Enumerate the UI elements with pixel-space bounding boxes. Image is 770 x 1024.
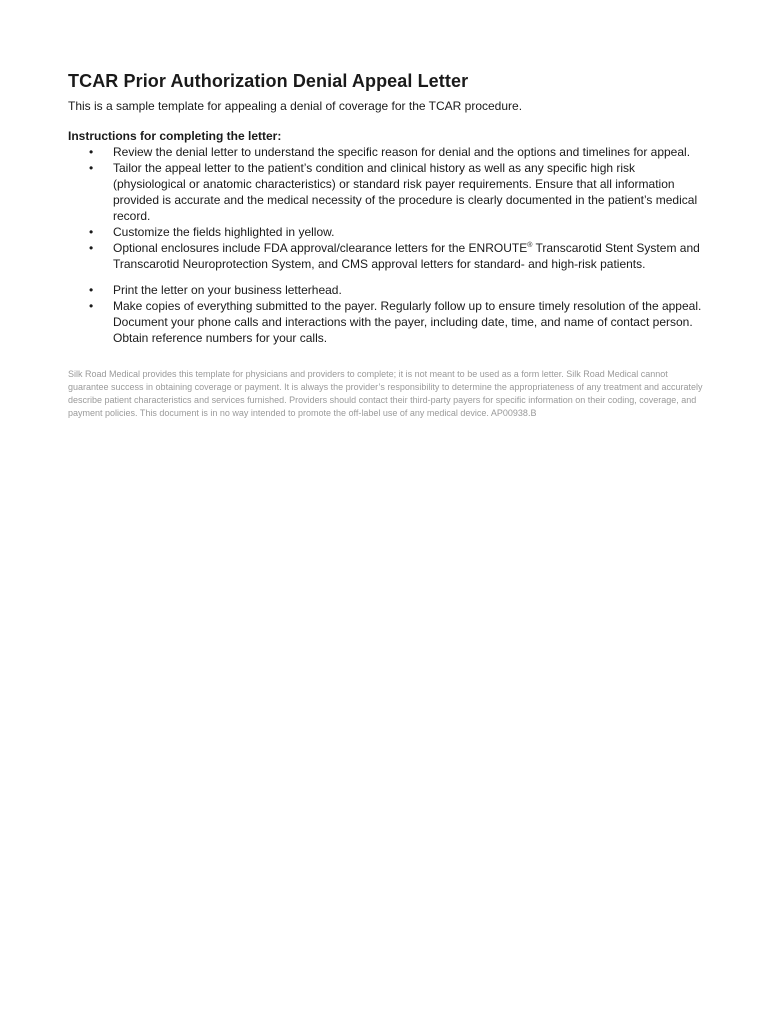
- registered-mark: ®: [527, 242, 533, 249]
- instructions-heading: Instructions for completing the letter:: [68, 129, 282, 143]
- bullet-icon: •: [89, 161, 94, 175]
- list-item-text: Tailor the appeal letter to the patient’s condition and clinical history as well as any specific high risk (physiological or anatomic characteristics) or standard risk payer requirements. Ensure that all information provided is accurate and the medical necessity of the procedure is clearly documented in the patient’s medical record.: [113, 161, 698, 223]
- list-item: [68, 160, 708, 224]
- list-item: [68, 224, 708, 240]
- enclosures-text-start: Optional enclosures include FDA approval/clearance letters for the ENROUTE: [113, 241, 528, 255]
- bullet-icon: •: [89, 283, 94, 297]
- document-title: TCAR Prior Authorization Denial Appeal Letter: [68, 71, 469, 91]
- instructions-list: [68, 144, 708, 272]
- bullet-icon: •: [89, 225, 94, 239]
- disclaimer-text: Silk Road Medical provides this template for physicians and providers to complete; it is not meant to be used as a form letter. Silk Road Medical cannot guarantee success in obtaining coverage or payment. It is always the provider’s responsibility to determine the appropriateness of any treatment and accurately describe patient characteristics and services furnished. Providers should contact their third-party payers for specific information on their coding, coverage, and payment policies. This document is in no way intended to promote the off-label use of any medical device. AP00938.B: [68, 369, 703, 418]
- instructions-list-continued: [68, 282, 708, 346]
- list-item-text: Print the letter on your business letterhead.: [113, 283, 342, 297]
- bullet-icon: •: [89, 241, 94, 255]
- list-item-text: Review the denial letter to understand the specific reason for denial and the options and timelines for appeal.: [113, 145, 691, 159]
- list-item: [68, 240, 708, 272]
- bullet-icon: •: [89, 145, 94, 159]
- intro-paragraph: This is a sample template for appealing a denial of coverage for the TCAR procedure.: [68, 99, 523, 113]
- list-item-text: [113, 241, 700, 271]
- list-item: [68, 298, 708, 346]
- list-item-text: Customize the fields highlighted in yellow.: [113, 225, 335, 239]
- list-item: [68, 282, 708, 298]
- list-item-text: Make copies of everything submitted to the payer. Regularly follow up to ensure timely resolution of the appeal. Document your phone calls and interactions with the payer, including date, time, and name of contact person. Obtain reference numbers for your calls.: [113, 299, 702, 345]
- list-item: [68, 144, 708, 160]
- enclosures-text-end: Transcarotid Stent System and Transcarotid Neuroprotection System, and CMS approval letters for standard- and high-risk patients.: [113, 241, 700, 271]
- bullet-icon: •: [89, 299, 94, 313]
